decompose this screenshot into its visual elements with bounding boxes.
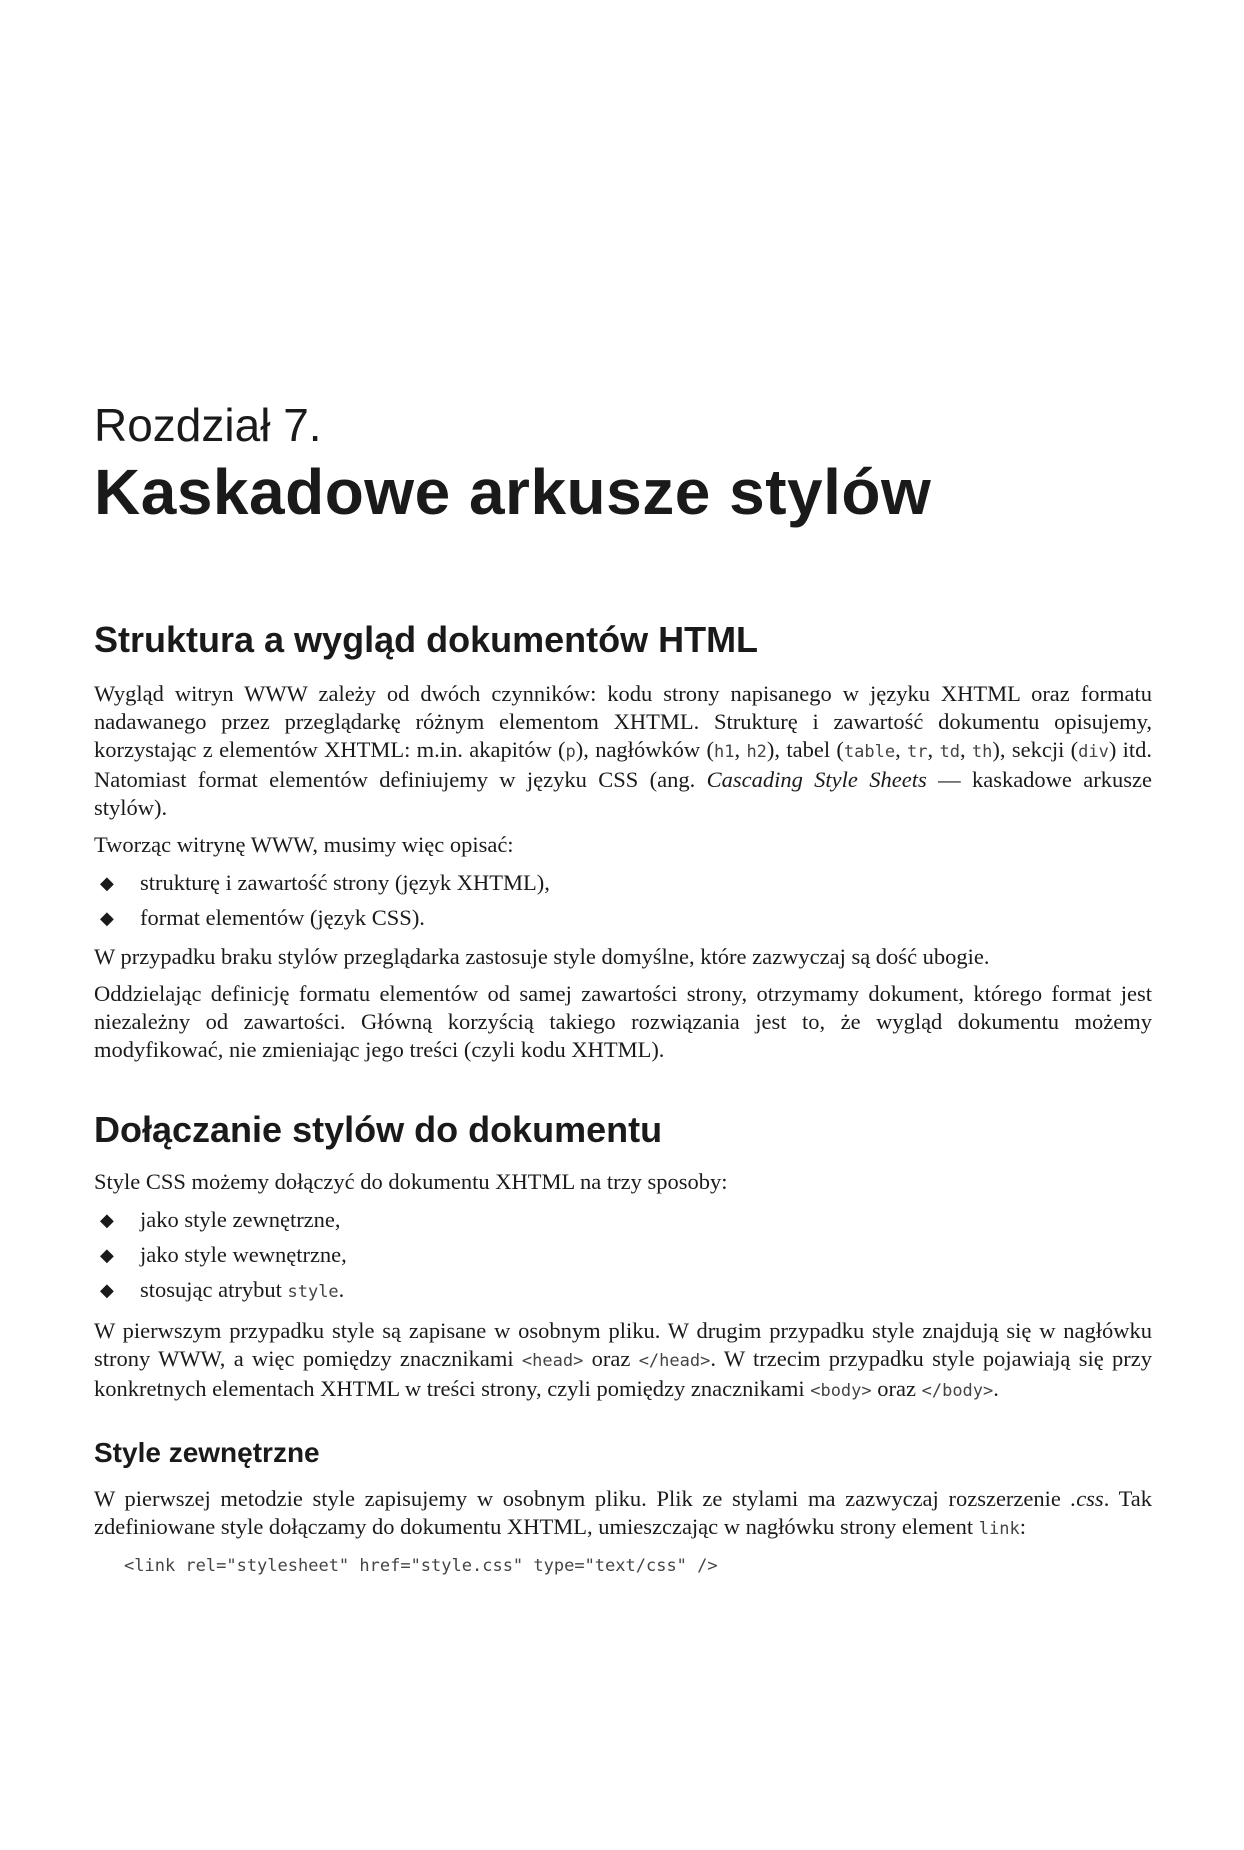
diamond-bullet-icon: ◆ [100,873,114,893]
paragraph-external [94,1485,1152,1543]
list-item [94,1240,1152,1270]
paragraph-default-styles: W przypadku braku stylów przeglądarka zastosuje style domyślne, które zazwyczaj są dość ubogie. [94,944,990,969]
paragraph-describe: Tworząc witrynę WWW, musimy więc opisać: [94,832,514,857]
code-inline: </body> [921,1381,994,1401]
text: ), nagłówków ( [575,737,714,762]
code-inline: p [565,742,576,762]
text: . W trzecim przypadku style pojawiają się przy konkretnych elementach XHTML w treści strony, czyli pomiędzy znacznikami [94,1346,1152,1401]
text: oraz [871,1376,922,1401]
text: , [734,737,747,762]
bullet-list-ways [94,1205,1152,1307]
list-item-text: strukturę i zawartość strony (język XHTML), [140,870,550,895]
text: ), tabel ( [766,737,844,762]
code-inline: <head> [521,1351,584,1371]
code-inline: <body> [810,1381,872,1401]
list-item [94,1275,1152,1307]
list-item-text: jako style wewnętrzne, [140,1242,347,1267]
emphasis: .css [1070,1486,1104,1511]
code-inline: table [843,742,896,762]
code-block: <link rel="stylesheet" href="style.css" type="text/css" /> [124,1556,718,1576]
list-item-text: jako style zewnętrzne, [140,1207,341,1232]
code-inline: </head> [638,1351,711,1371]
code-inline: style [287,1282,339,1302]
text: — kaskadowe arkusze stylów). [94,767,1152,820]
code-inline: div [1078,742,1109,762]
bullet-list-describe [94,868,1152,933]
section-heading-structure: Struktura a wygląd dokumentów HTML [94,619,759,660]
text: W pierwszej metodzie style zapisujemy w osobnym pliku. Plik ze stylami ma zazwyczaj rozszerzenie [94,1486,1071,1511]
code-inline: td [939,742,960,762]
emphasis: Cascading Style Sheets [706,767,927,792]
chapter-title: Kaskadowe arkusze stylów [94,456,932,528]
section-heading-attaching: Dołączanie stylów do dokumentu [94,1109,663,1150]
paragraph-intro [94,680,1152,822]
subsection-heading-external: Style zewnętrzne [94,1437,320,1468]
code-inline: th [971,742,993,762]
code-inline: link [978,1519,1020,1539]
page-content [94,398,1152,1580]
text: : [1019,1514,1026,1539]
paragraph-separation: Oddzielając definicję formatu elementów od samej zawartości strony, otrzymamy dokument, którego format jest niezależny od zawartości. Główną korzyścią takiego rozwiązania jest to, że wygląd dokumentu możemy modyfikować, nie zmieniając jego treści (czyli kodu XHTML). [94,981,1152,1062]
chapter-label: Rozdział 7. [94,399,322,451]
text: W pierwszym przypadku style są zapisane w osobnym pliku. W drugim przypadku style znajdują się w nagłówku strony WWW, a więc pomiędzy znacznikami [94,1318,1152,1371]
diamond-bullet-icon: ◆ [100,1280,114,1300]
diamond-bullet-icon: ◆ [100,1210,114,1230]
text: . [993,1376,999,1401]
code-inline: h2 [746,742,767,762]
list-item-text: stosując atrybut [140,1277,288,1302]
text: , [959,737,972,762]
paragraph-cases [94,1317,1152,1405]
text: Wygląd witryn WWW zależy od dwóch czynników: kodu strony napisanego w języku XHTML oraz formatu nadawanego przez przeglądarkę różnym elementom XHTML. Strukturę i zawartość dokumentu opisujemy, korzystając z elementów XHTML: m.in. akapitów ( [94,681,1152,762]
diamond-bullet-icon: ◆ [100,908,114,928]
text: ), sekcji ( [992,737,1079,762]
text: . [338,1277,345,1302]
list-item [94,868,1152,898]
code-inline: h1 [714,742,735,762]
text: , [895,737,908,762]
text: ) itd. Natomiast format elementów definiujemy w języku CSS (ang. [94,737,1153,792]
list-item [94,903,1152,933]
diamond-bullet-icon: ◆ [100,1245,114,1265]
list-item-text: format elementów (język CSS). [140,905,425,930]
text: oraz [583,1346,639,1371]
code-inline: tr [907,742,928,762]
text: , [927,737,940,762]
text: . Tak zdefiniowane style dołączamy do dokumentu XHTML, umieszczając w nagłówku strony element [94,1486,1152,1539]
list-item [94,1205,1152,1235]
paragraph-three-ways: Style CSS możemy dołączyć do dokumentu XHTML na trzy sposoby: [94,1169,728,1194]
